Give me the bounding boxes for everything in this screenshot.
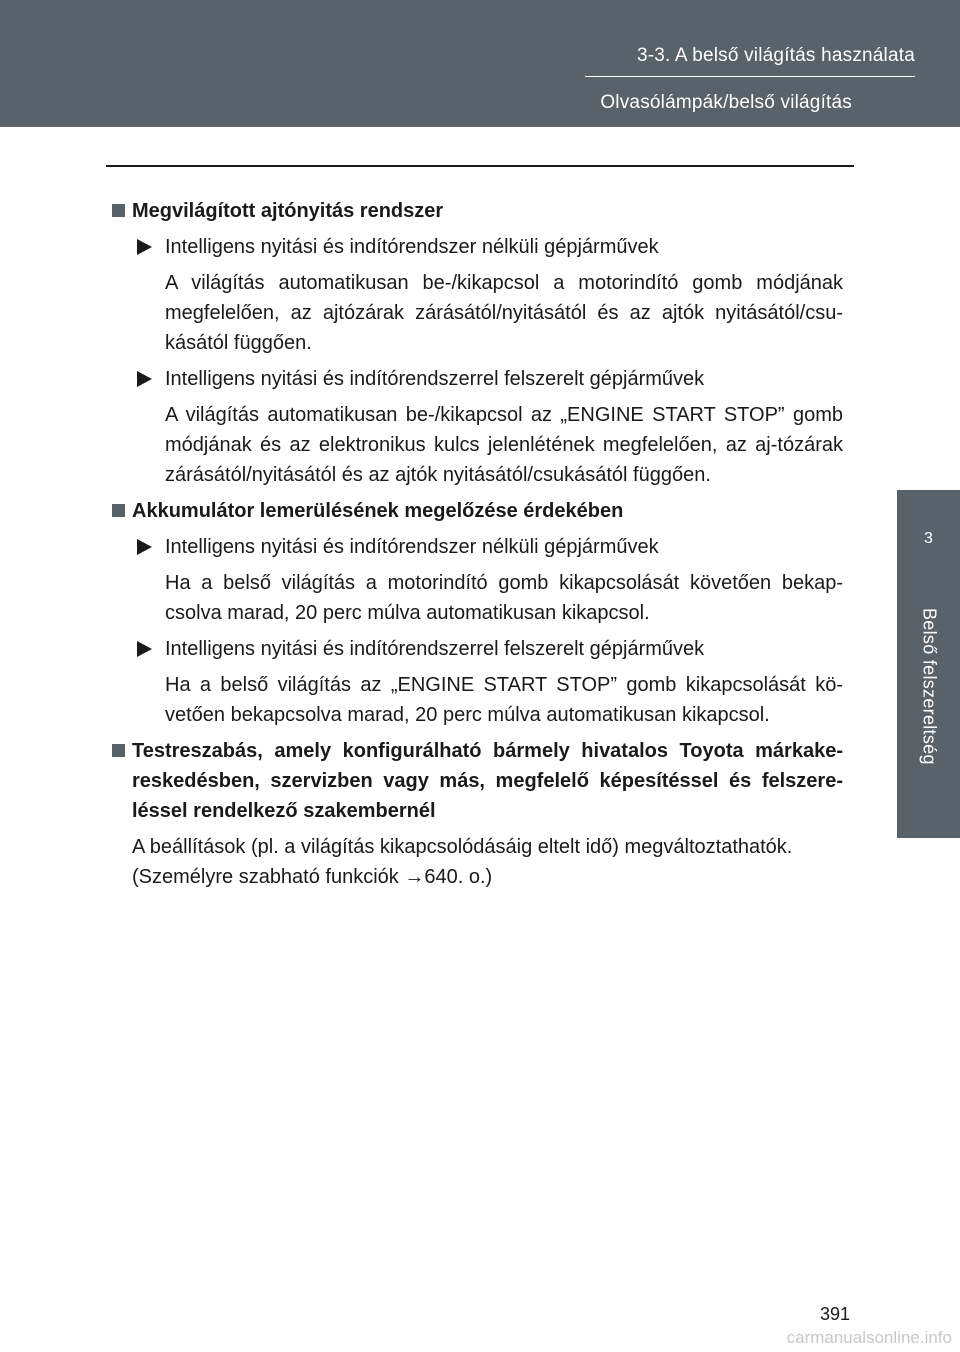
chapter-number: 3 bbox=[924, 530, 933, 547]
page-header bbox=[0, 0, 960, 127]
bullet-item: Intelligens nyitási és indítórendszerrel felszerelt gépjárművek bbox=[111, 364, 843, 394]
section-title: Olvasólámpák/belső világítás bbox=[600, 92, 852, 113]
bullet-item: Intelligens nyitási és indítórendszer nélküli gépjárművek bbox=[111, 532, 843, 562]
bullet-item: Intelligens nyitási és indítórendszer nélküli gépjárművek bbox=[111, 232, 843, 262]
chapter-number-tab bbox=[897, 490, 960, 588]
section-heading: Testreszabás, amely konfigurálható bármely hivatalos Toyota márkake-reskedésben, szervizben vagy más, megfelelő képesítéssel és felszere-léssel rendelkező szakembernél bbox=[111, 736, 843, 826]
paragraph: Ha a belső világítás az „ENGINE START STOP” gomb kikapcsolását kö-vetően bekapcsolva marad, 20 perc múlva automatikusan kikapcsol. bbox=[165, 674, 843, 726]
paragraph: A világítás automatikusan be-/kikapcsol az „ENGINE START STOP” gomb módjának és az elektronikus kulcs jelenlétének megfelelően, az aj-tózárak zárásától/nyitásától és az ajtók nyitásától/csukásától függően. bbox=[165, 404, 843, 486]
top-rule bbox=[106, 165, 854, 167]
page-content bbox=[111, 190, 843, 892]
paragraph: A világítás automatikusan be-/kikapcsol a motorindító gomb módjának megfelelően, az ajtózárak zárásától/nyitásától és az ajtók nyitásától/csu-kásától függően. bbox=[165, 272, 843, 354]
triangle-bullet-icon bbox=[137, 239, 152, 255]
header-divider bbox=[585, 76, 915, 77]
triangle-bullet-icon bbox=[137, 371, 152, 387]
square-bullet-icon bbox=[112, 504, 125, 517]
chapter-side-label-text: Belső felszereltség bbox=[919, 608, 939, 765]
paragraph: A beállítások (pl. a világítás kikapcsolódásáig eltelt idő) megváltoztathatók. (Személyre szabható funkciók →640. o.) bbox=[132, 836, 793, 888]
square-bullet-icon bbox=[112, 204, 125, 217]
page-number: 391 bbox=[820, 1304, 851, 1324]
chapter-title: 3-3. A belső világítás használata bbox=[636, 45, 915, 66]
triangle-bullet-icon bbox=[137, 641, 152, 657]
chapter-side-label bbox=[897, 588, 960, 838]
section-heading: Megvilágított ajtónyitás rendszer bbox=[111, 196, 843, 226]
triangle-bullet-icon bbox=[137, 539, 152, 555]
watermark: carmanualsonline.info bbox=[786, 1328, 952, 1347]
section-heading: Akkumulátor lemerülésének megelőzése érdekében bbox=[111, 496, 843, 526]
paragraph: Ha a belső világítás a motorindító gomb kikapcsolását követően bekap-csolva marad, 20 perc múlva automatikusan kikapcsol. bbox=[165, 572, 843, 624]
square-bullet-icon bbox=[112, 744, 125, 757]
bullet-item: Intelligens nyitási és indítórendszerrel felszerelt gépjárművek bbox=[111, 634, 843, 664]
